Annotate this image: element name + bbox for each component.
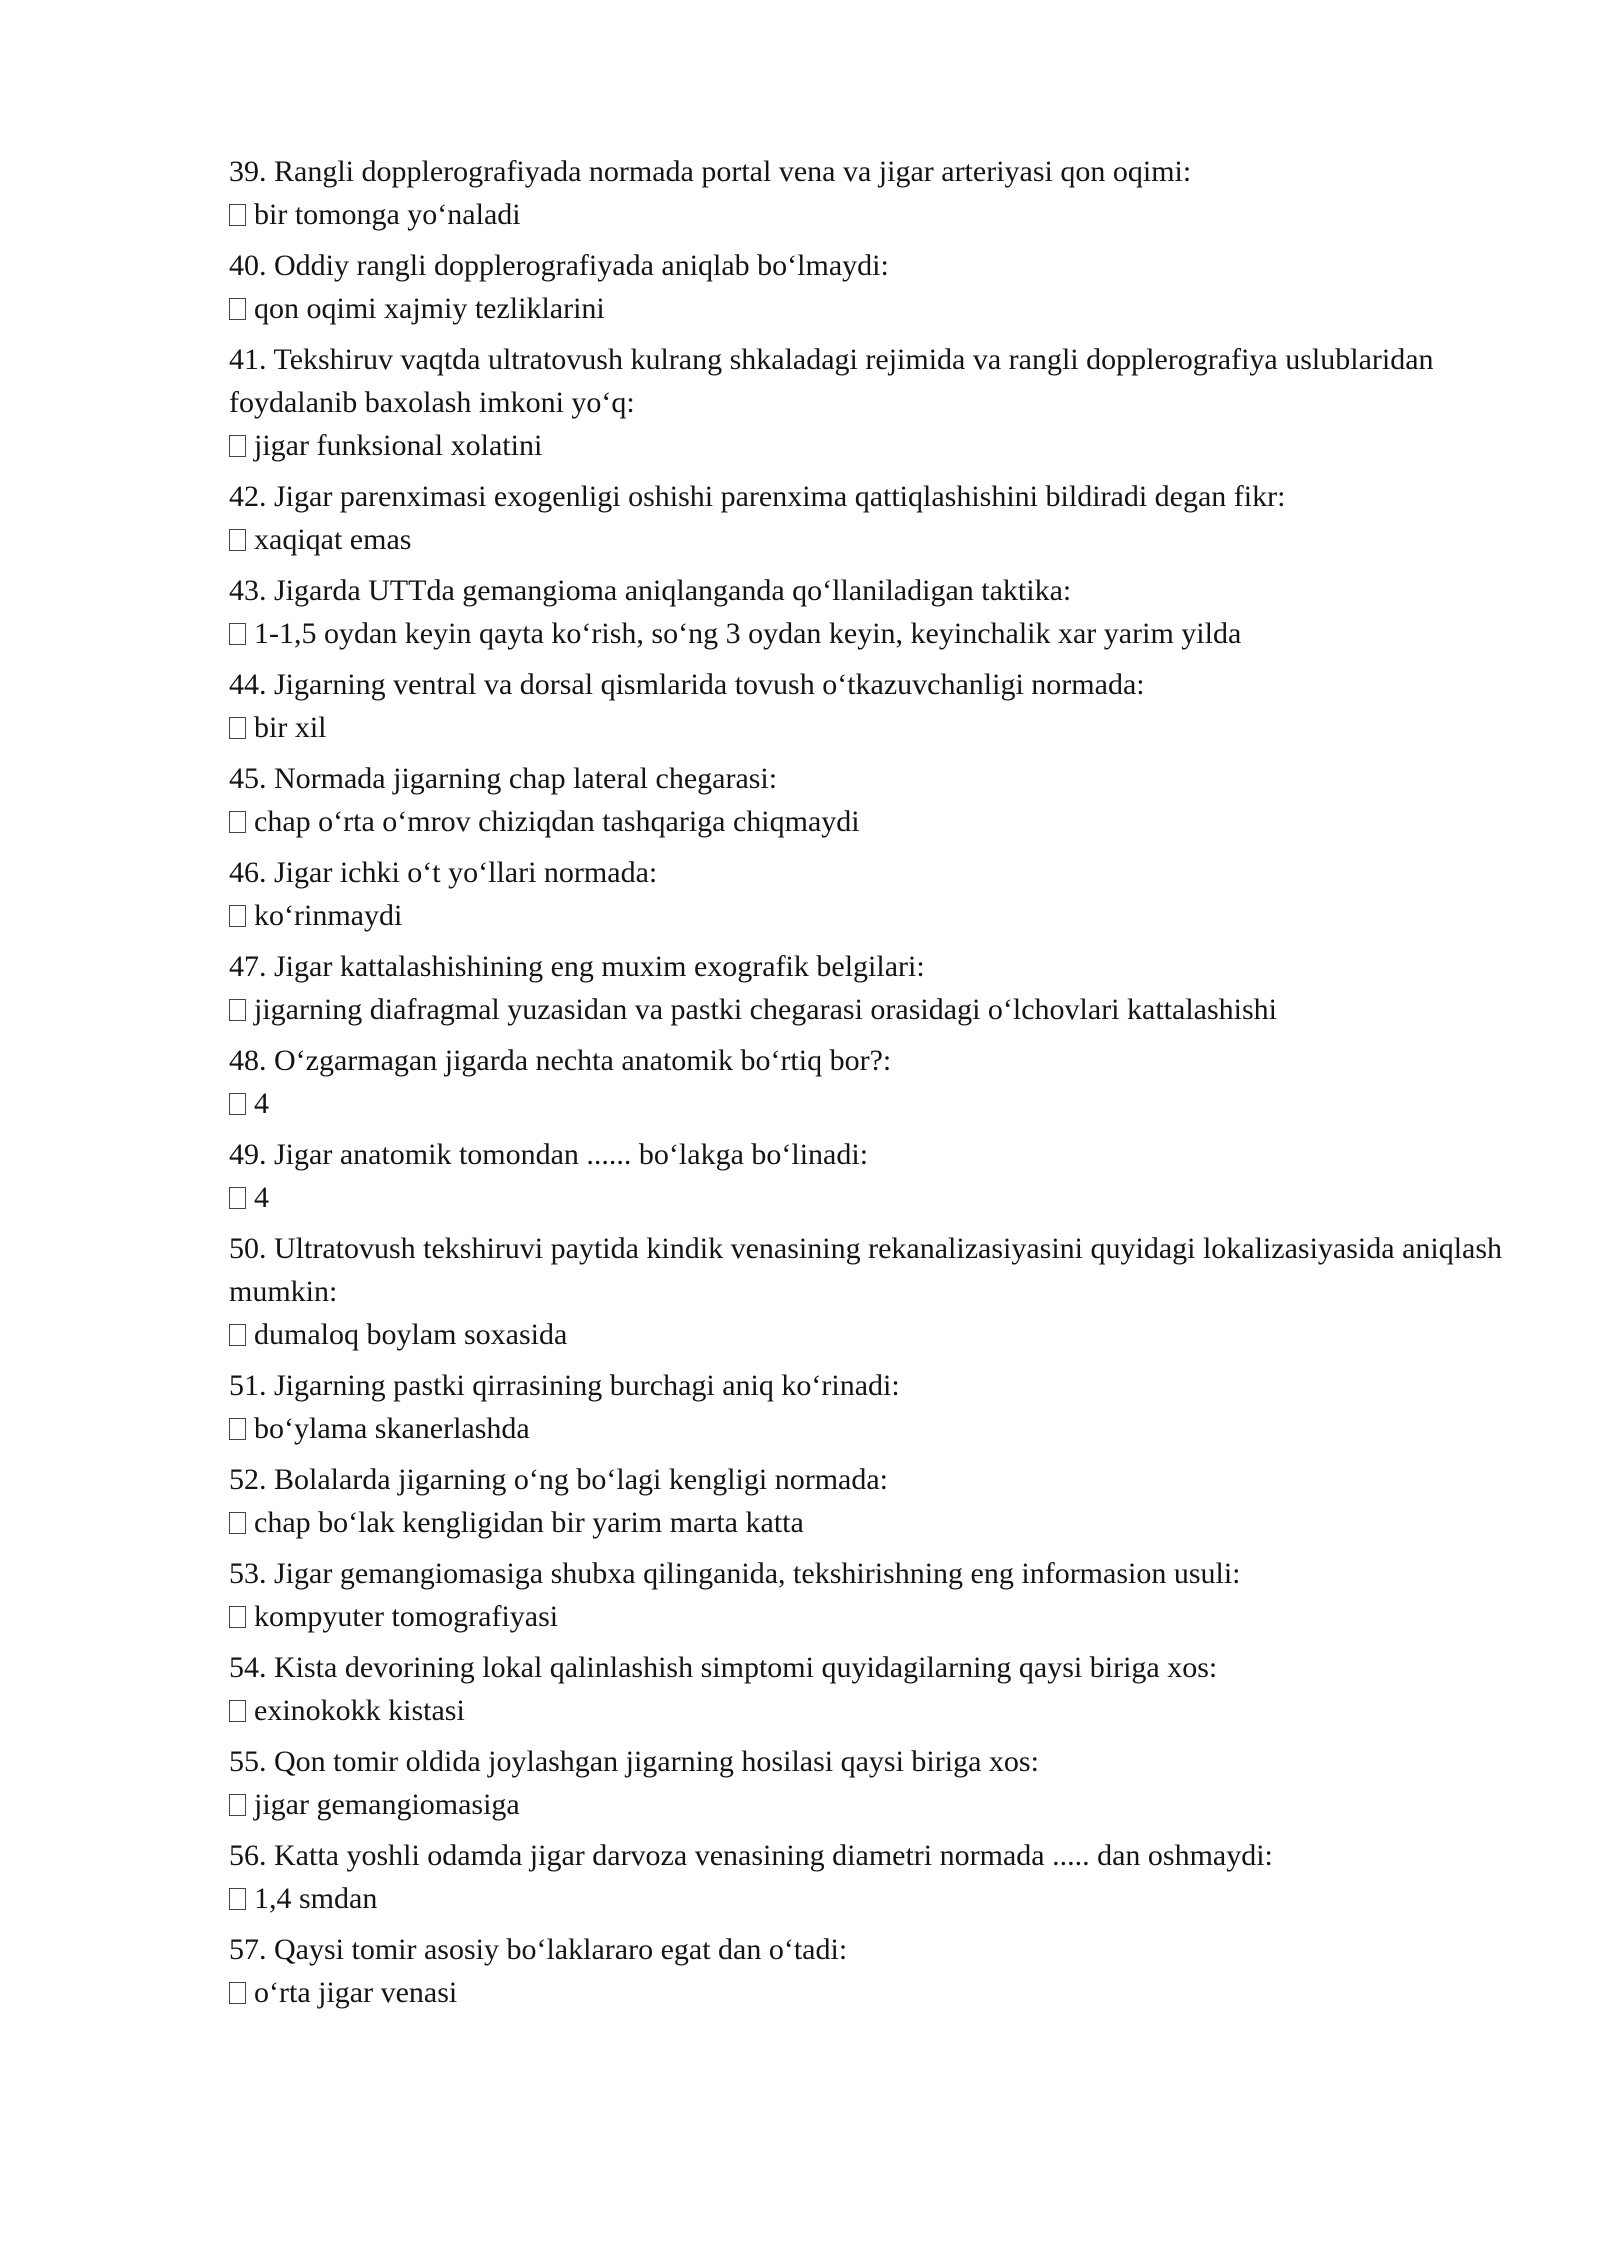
question-item [229,945,1529,1031]
answer-text: 1,4 smdan [254,1882,378,1915]
missing-glyph-box-icon [229,204,246,226]
question-item [229,1740,1529,1826]
answer-text: dumaloq boylam soxasida [254,1318,568,1351]
missing-glyph-box-icon [229,1606,246,1628]
answer-text: bir tomonga yo‘naladi [254,198,521,231]
answer-row [229,1877,1529,1920]
question-text: 57. Qaysi tomir asosiy bo‘laklararo egat dan o‘tadi: [229,1933,848,1966]
question-item [229,338,1529,467]
answer-text: jigar gemangiomasiga [254,1788,520,1821]
answer-row [229,424,1529,467]
question-item [229,851,1529,937]
question-text: 40. Oddiy rangli dopplerografiyada aniqlab bo‘lmaydi: [229,249,889,282]
missing-glyph-box-icon [229,623,246,645]
missing-glyph-box-icon [229,1794,246,1816]
answer-row [229,1407,1529,1450]
question-item [229,150,1529,236]
question-text: 39. Rangli dopplerografiyada normada portal vena va jigar arteriyasi qon oqimi: [229,155,1192,188]
question-text: 52. Bolalarda jigarning o‘ng bo‘lagi kengligi normada: [229,1463,889,1496]
missing-glyph-box-icon [229,717,246,739]
document-page [229,150,1529,2022]
answer-row [229,193,1529,236]
question-item [229,1552,1529,1638]
question-text: 41. Tekshiruv vaqtda ultratovush kulrang shkaladagi rejimida va rangli dopplerografiya uslublaridan foydalanib baxolash imkoni yo‘q: [229,343,1434,419]
answer-row [229,706,1529,749]
answer-text: xaqiqat emas [254,523,412,556]
question-item [229,1458,1529,1544]
question-text: 56. Katta yoshli odamda jigar darvoza venasining diametri normada ..... dan oshmaydi: [229,1839,1273,1872]
question-item [229,569,1529,655]
answer-row [229,1971,1529,2014]
missing-glyph-box-icon [229,1093,246,1115]
answer-text: ko‘rinmaydi [254,899,403,932]
question-item [229,1928,1529,2014]
question-item [229,1227,1529,1356]
question-text: 50. Ultratovush tekshiruvi paytida kindik venasining rekanalizasiyasini quyidagi lokalizasiyasida aniqlash mumkin: [229,1232,1503,1308]
answer-text: o‘rta jigar venasi [254,1976,458,2009]
question-text: 53. Jigar gemangiomasiga shubxa qilinganida, tekshirishning eng informasion usuli: [229,1557,1241,1590]
missing-glyph-box-icon [229,1418,246,1440]
answer-text: bo‘ylama skanerlashda [254,1412,530,1445]
answer-text: exinokokk kistasi [254,1694,465,1727]
answer-text: jigarning diafragmal yuzasidan va pastki chegarasi orasidagi o‘lchovlari kattalashishi [254,993,1277,1026]
question-text: 49. Jigar anatomik tomondan ...... bo‘lakga bo‘linadi: [229,1138,869,1171]
question-item [229,475,1529,561]
missing-glyph-box-icon [229,1512,246,1534]
question-text: 45. Normada jigarning chap lateral chegarasi: [229,762,778,795]
answer-row [229,894,1529,937]
answer-row [229,612,1529,655]
question-text: 43. Jigarda UTTda gemangioma aniqlanganda qo‘llaniladigan taktika: [229,574,1072,607]
question-item [229,1133,1529,1219]
question-text: 42. Jigar parenximasi exogenligi oshishi parenxima qattiqlashishini bildiradi degan fikr: [229,480,1286,513]
question-item [229,244,1529,330]
answer-row [229,518,1529,561]
missing-glyph-box-icon [229,1324,246,1346]
answer-text: 1-1,5 oydan keyin qayta ko‘rish, so‘ng 3 oydan keyin, keyinchalik xar yarim yilda [254,617,1242,650]
question-text: 44. Jigarning ventral va dorsal qismlarida tovush o‘tkazuvchanligi normada: [229,668,1145,701]
missing-glyph-box-icon [229,905,246,927]
answer-row [229,800,1529,843]
missing-glyph-box-icon [229,529,246,551]
question-text: 54. Kista devorining lokal qalinlashish simptomi quyidagilarning qaysi biriga xos: [229,1651,1218,1684]
answer-text: 4 [254,1087,269,1120]
question-item [229,1834,1529,1920]
question-text: 47. Jigar kattalashishining eng muxim exografik belgilari: [229,950,925,983]
missing-glyph-box-icon [229,1187,246,1209]
question-list [229,150,1529,2014]
missing-glyph-box-icon [229,999,246,1021]
missing-glyph-box-icon [229,1888,246,1910]
question-item [229,1646,1529,1732]
missing-glyph-box-icon [229,1982,246,2004]
missing-glyph-box-icon [229,1700,246,1722]
answer-row [229,1313,1529,1356]
question-text: 46. Jigar ichki o‘t yo‘llari normada: [229,856,658,889]
answer-row [229,988,1529,1031]
answer-text: jigar funksional xolatini [254,429,543,462]
question-item [229,663,1529,749]
answer-text: qon oqimi xajmiy tezliklarini [254,292,605,325]
answer-text: chap o‘rta o‘mrov chiziqdan tashqariga chiqmaydi [254,805,860,838]
missing-glyph-box-icon [229,811,246,833]
missing-glyph-box-icon [229,298,246,320]
question-item [229,1039,1529,1125]
answer-row [229,287,1529,330]
answer-text: chap bo‘lak kengligidan bir yarim marta katta [254,1506,804,1539]
answer-text: kompyuter tomografiyasi [254,1600,559,1633]
question-text: 51. Jigarning pastki qirrasining burchagi aniq ko‘rinadi: [229,1369,900,1402]
missing-glyph-box-icon [229,435,246,457]
question-item [229,1364,1529,1450]
question-text: 55. Qon tomir oldida joylashgan jigarning hosilasi qaysi biriga xos: [229,1745,1039,1778]
question-text: 48. O‘zgarmagan jigarda nechta anatomik bo‘rtiq bor?: [229,1044,892,1077]
answer-row [229,1783,1529,1826]
answer-row [229,1689,1529,1732]
answer-row [229,1501,1529,1544]
answer-row [229,1595,1529,1638]
answer-row [229,1176,1529,1219]
question-item [229,757,1529,843]
answer-text: 4 [254,1181,269,1214]
answer-row [229,1082,1529,1125]
answer-text: bir xil [254,711,327,744]
